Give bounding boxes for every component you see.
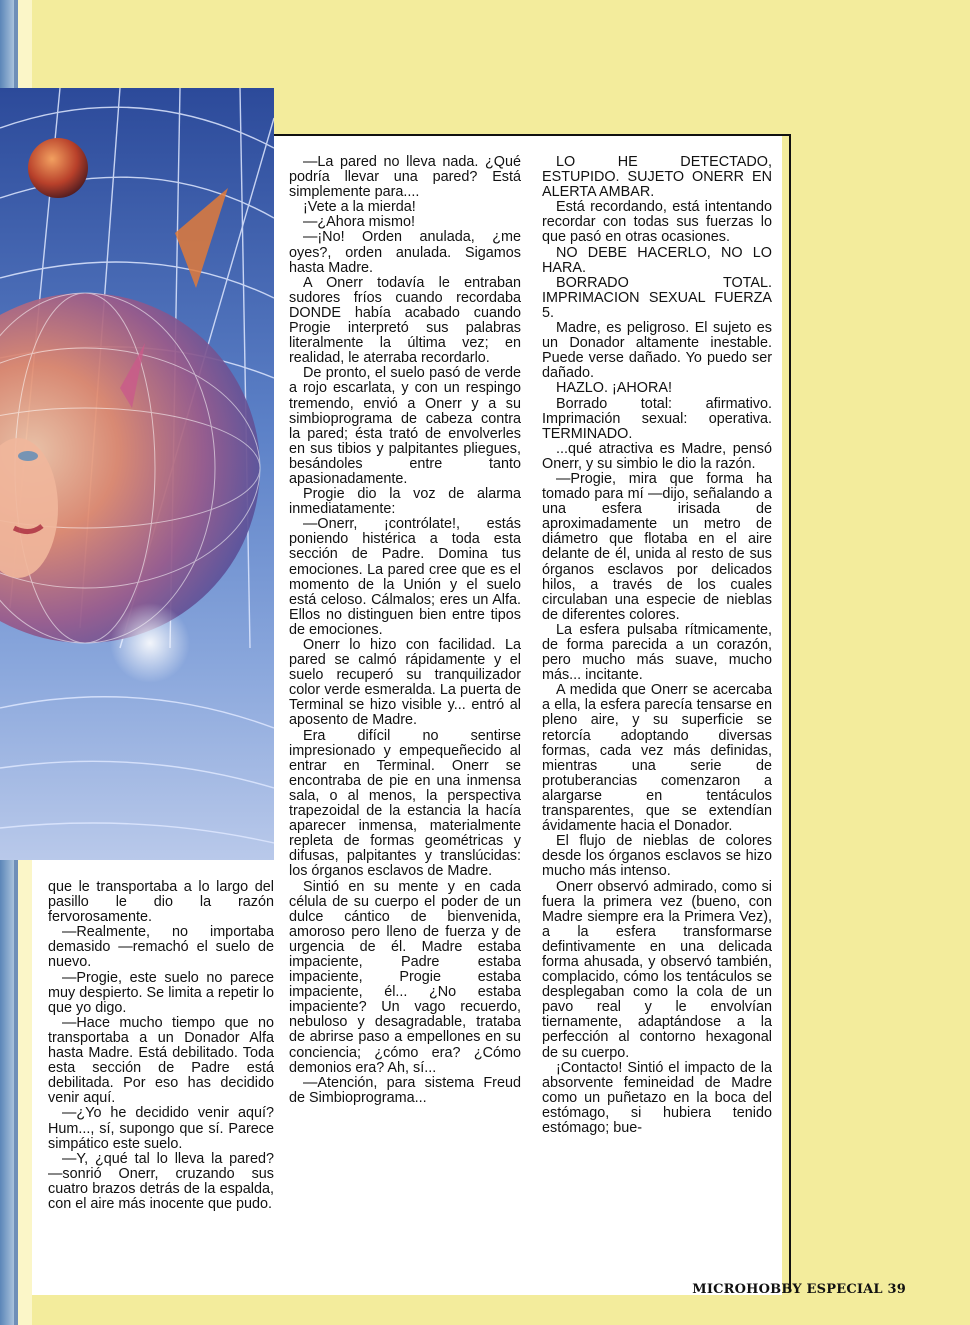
paragraph: Sintió en su mente y en cada célula de su cuerpo el poder de un dulce cántico de bienvenida, amoroso pero lleno de fuerza y de urgencia de él. Madre estaba impaciente, Padre estaba impaciente, Progie estaba impaciente, él... ¿No estaba impaciente? Un vago recuerdo, nebuloso y desagradable, trataba de abrirse paso a empellones en su conciencia; ¿cómo era? ¿Cómo demonios era? Ah, sí... bbox=[289, 878, 521, 1076]
paragraph: —Progie, este suelo no parece muy despierto. Se limita a repetir lo que yo digo. bbox=[48, 969, 274, 1016]
illustration-cyber-sphere bbox=[0, 88, 274, 860]
paragraph: —¡No! Orden anulada, ¿me oyes?, orden anulada. Sigamos hasta Madre. bbox=[289, 229, 521, 276]
paragraph: —¿Yo he decidido venir aquí? Hum..., sí, supongo que sí. Parece simpático este suelo. bbox=[48, 1105, 274, 1152]
paragraph: LO HE DETECTADO, ESTUPIDO. SUJETO ONERR EN ALERTA AMBAR. bbox=[542, 154, 772, 201]
paragraph: Progie dio la voz de alarma inmediatamente: bbox=[289, 486, 521, 518]
paragraph: ¡Vete a la mierda! bbox=[303, 199, 416, 216]
paragraph: Onerr lo hizo con facilidad. La pared se calmó rápidamente y el suelo recuperó su tranquilizador color verde esmeralda. La puerta de Terminal se hizo visible y... entró al aposento de Madre. bbox=[289, 637, 521, 729]
paragraph: HAZLO. ¡AHORA! bbox=[556, 380, 672, 397]
paragraph: —Atención, para sistema Freud de Simbioprograma... bbox=[289, 1074, 521, 1106]
paragraph: —Hace mucho tiempo que no transportaba a un Donador Alfa hasta Madre. Está debilitado. Toda esta sección de Padre está debilitada. Por eso has decidido venir aquí. bbox=[48, 1014, 274, 1107]
paragraph: Era difícil no sentirse impresionado y empequeñecido al entrar en Terminal. Onerr se encontraba de pie en una inmensa sala, o al menos, la perspectiva trapezoidal de la estancia la hacía aparecer inmensa, materialmente repleta de formas geométricas y difusas, palpitantes y translúcidas: los órganos esclavos de Madre. bbox=[289, 727, 521, 880]
paragraph: De pronto, el suelo pasó de verde a rojo escarlata, y con un respingo tremendo, envió a Onerr y a su simbioprograma de cabeza contra la pared; ésta trató de envolverles en sus tibios y palpitantes pliegues, besándoles entre tanto apasionadamente. bbox=[289, 365, 521, 487]
paragraph: A medida que Onerr se acercaba a ella, la esfera parecía tensarse en pleno aire, y su superficie se retorcía adoptando diversas formas, cada vez más definidas, mientras una serie de protuberancias comenzaron a alargarse en tentáculos transparentes, que se extendían ávidamente hacia el Donador. bbox=[542, 682, 772, 835]
paragraph: El flujo de nieblas de colores desde los órganos esclavos se hizo mucho más intenso. bbox=[542, 833, 772, 880]
paragraph: —La pared no lleva nada. ¿Qué podría llevar una pared? Está simplemente para.... bbox=[289, 154, 521, 201]
paragraph: —Onerr, ¡contrólate!, estás poniendo histérica a toda esta sección de Padre. Domina tus emociones. La pared cree que es el momento de la Unión y el suelo está celoso. Cálmalos; eres un Alfa. Ellos no distinguen bien entre tipos de emociones. bbox=[289, 516, 521, 638]
paragraph: que le transportaba a lo largo del pasillo le dio la razón fervorosamente. bbox=[48, 879, 274, 926]
paragraph: Madre, es peligroso. El sujeto es un Donador altamente inestable. Puede verse dañado. Yo puedo ser dañado. bbox=[542, 320, 772, 382]
text-column-right bbox=[542, 155, 772, 1136]
frame-rule-top bbox=[270, 134, 790, 136]
paragraph: La esfera pulsaba rítmicamente, de forma parecida a un corazón, pero mucho más suave, mucho más... incitante. bbox=[542, 621, 772, 684]
paragraph: Está recordando, está intentando recordar con todas sus fuerzas lo que pasó en otras ocasiones. bbox=[542, 199, 772, 246]
page-footer: MICROHOBBY ESPECIAL 39 bbox=[692, 1282, 906, 1297]
paragraph: —Realmente, no importaba demasido —remachó el suelo de nuevo. bbox=[48, 924, 274, 971]
paragraph: —Y, ¿qué tal lo lleva la pared? —sonrió Onerr, cruzando sus cuatro brazos detrás de la espalda, con el aire más inocente que pudo. bbox=[48, 1150, 274, 1212]
frame-rule-right bbox=[789, 134, 791, 1289]
paragraph: A Onerr todavía le entraban sudores fríos cuando recordaba DONDE había acabado cuando Progie interpretó sus palabras literalmente la última vez; en realidad, le aterraba recordarlo. bbox=[289, 274, 521, 367]
paragraph: ¡Contacto! Sintió el impacto de la absorvente femineidad de Madre como un puñetazo en la boca del estómago, si hubiera tenido estómago; bue- bbox=[542, 1059, 772, 1136]
paragraph: Onerr observó admirado, como si fuera la primera vez (bueno, con Madre siempre era la Primera Vez), a la esfera transformarse defintivamente en una delicada forma ahusada, y observó también, complacido, cómo los tentáculos se desplegaban como la cola de un pavo real y le envolvían tiernamente, adaptándose a la perfección al contorno hexagonal de su cuerpo. bbox=[542, 878, 772, 1061]
paragraph: BORRADO TOTAL. IMPRIMACION SEXUAL FUERZA 5. bbox=[542, 274, 772, 321]
illustration-red-planet bbox=[28, 138, 88, 198]
paragraph: ...qué atractiva es Madre, pensó Onerr, y su simbio le dio la razón. bbox=[542, 440, 772, 472]
paragraph: NO DEBE HACERLO, NO LO HARA. bbox=[542, 244, 772, 276]
paragraph: Borrado total: afirmativo. Imprimación sexual: operativa. TERMINADO. bbox=[542, 395, 772, 442]
paragraph: —¿Ahora mismo! bbox=[303, 214, 415, 231]
text-column-left bbox=[48, 880, 274, 1212]
text-column-middle bbox=[289, 155, 521, 1106]
paragraph: —Progie, mira que forma ha tomado para mí —dijo, señalando a una esfera irisada de aproximadamente un metro de diámetro que flotaba en el aire delante de él, unida al resto de sus órganos esclavos por delicados hilos, a través de los cuales circulaban una especie de nieblas de diferentes colores. bbox=[542, 470, 772, 623]
illustration-light-flare bbox=[110, 603, 190, 683]
